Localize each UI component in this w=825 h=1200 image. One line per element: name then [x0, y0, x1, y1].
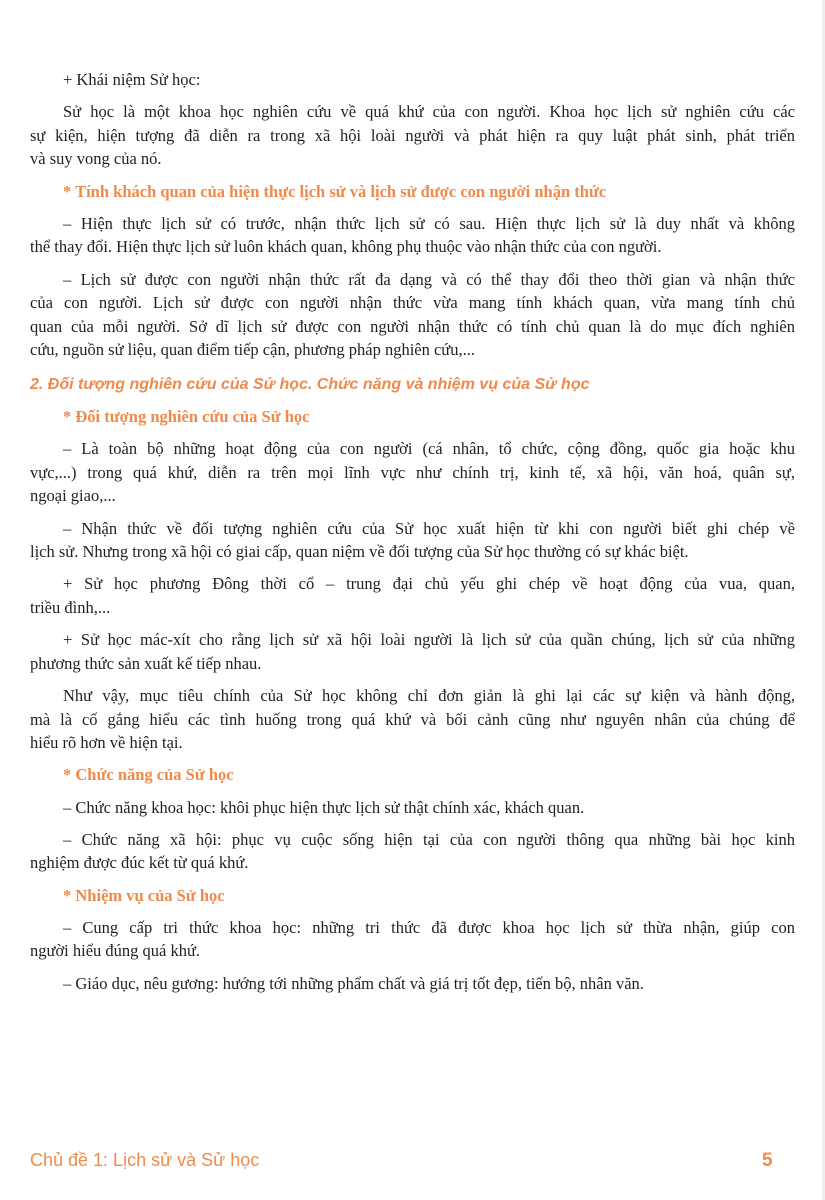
paragraph	[30, 684, 795, 755]
text-line: + Sử học mác-xít cho rằng lịch sử xã hội loài người là lịch sử của quần chúng, lịch sử của những	[63, 630, 795, 650]
text-line: mà là cố gắng hiểu các tình huống trong quá khứ và bối cảnh cũng như nguyên nhân của chúng để	[30, 709, 795, 729]
text-line: – Giáo dục, nêu gương: hướng tới những phẩm chất và giá trị tốt đẹp, tiến bộ, nhân văn.	[63, 973, 644, 993]
page-number: 5	[762, 1150, 773, 1171]
text-line: ngoại giao,...	[30, 486, 116, 506]
paragraph	[30, 212, 795, 259]
paragraph	[30, 628, 795, 675]
text-line: triều đình,...	[30, 598, 111, 618]
paragraph	[30, 517, 795, 564]
paragraph	[30, 100, 795, 171]
text-line: – Nhận thức về đối tượng nghiên cứu của Sử học xuất hiện từ khi con người biết ghi chép về	[63, 518, 795, 538]
text-line: – Cung cấp tri thức khoa học: những tri thức đã được khoa học lịch sử thừa nhận, giúp con	[63, 917, 795, 937]
text-line: 2. Đối tượng nghiên cứu của Sử học. Chức năng và nhiệm vụ của Sử học	[30, 375, 590, 393]
paragraph	[30, 916, 795, 963]
text-line: hiểu rõ hơn về hiện tại.	[30, 733, 183, 753]
text-line: * Tính khách quan của hiện thực lịch sử và lịch sử được con người nhận thức	[63, 181, 607, 201]
subheading	[30, 405, 795, 429]
text-line: * Đối tượng nghiên cứu của Sử học	[63, 407, 310, 427]
text-line: – Chức năng khoa học: khôi phục hiện thực lịch sử thật chính xác, khách quan.	[63, 797, 585, 817]
text-line: của con người. Lịch sử được con người nhận thức vừa mang tính khách quan, vừa mang tính chủ	[30, 293, 795, 313]
footer-chapter-title: Chủ đề 1: Lịch sử và Sử học	[30, 1150, 260, 1170]
text-line: và suy vong của nó.	[30, 149, 162, 169]
paragraph	[30, 972, 795, 996]
page-body	[30, 68, 795, 995]
text-line: – Hiện thực lịch sử có trước, nhận thức lịch sử có sau. Hiện thực lịch sử là duy nhất và không	[63, 213, 795, 233]
text-line: thể thay đổi. Hiện thực lịch sử luôn khách quan, không phụ thuộc vào nhận thức của con người.	[30, 237, 662, 257]
subheading	[30, 180, 795, 204]
text-line: người hiểu đúng quá khứ.	[30, 941, 201, 961]
text-line: + Khái niệm Sử học:	[63, 70, 201, 89]
text-line: – Là toàn bộ những hoạt động của con người (cá nhân, tổ chức, cộng đồng, quốc gia hoặc khu	[63, 439, 795, 459]
text-line: quan của mỗi người. Sở dĩ lịch sử được con người nhận thức có tính chủ quan là do mục đích nghiên	[30, 316, 795, 336]
paragraph	[30, 268, 795, 362]
text-line: cứu, nguồn sử liệu, quan điểm tiếp cận, phương pháp nghiên cứu,...	[30, 340, 475, 360]
paragraph	[30, 572, 795, 619]
text-line: nghiệm được đúc kết từ quá khứ.	[30, 853, 249, 873]
paragraph	[30, 437, 795, 508]
subheading	[30, 884, 795, 908]
text-line: – Chức năng xã hội: phục vụ cuộc sống hiện tại của con người thông qua những bài học kinh	[63, 829, 795, 849]
text-line: sự kiện, hiện tượng đã diễn ra trong xã hội loài người và phát hiện ra quy luật phát sinh, phát triển	[30, 125, 795, 145]
text-line: + Sử học phương Đông thời cổ – trung đại chủ yếu ghi chép về hoạt động của vua, quan,	[63, 574, 795, 594]
text-line: Sử học là một khoa học nghiên cứu về quá khứ của con người. Khoa học lịch sử nghiên cứu các	[63, 102, 795, 122]
paragraph	[30, 828, 795, 875]
subheading	[30, 763, 795, 787]
text-line: phương thức sản xuất kế tiếp nhau.	[30, 653, 262, 673]
text-line: * Chức năng của Sử học	[63, 765, 234, 785]
paragraph	[30, 796, 795, 820]
text-line: * Nhiệm vụ của Sử học	[63, 885, 225, 905]
text-line: lịch sử. Nhưng trong xã hội có giai cấp, quan niệm về đối tượng của Sử học thường có sự khác biệt.	[30, 542, 689, 562]
paragraph	[30, 68, 795, 92]
text-line: – Lịch sử được con người nhận thức rất đa dạng và có thể thay đổi theo thời gian và nhận thức	[63, 269, 795, 289]
text-line: vực,...) trong quá khứ, diễn ra trên mọi lĩnh vực như chính trị, kinh tế, xã hội, văn hoá, quân sự,	[30, 462, 795, 482]
section-heading	[30, 373, 795, 397]
text-line: Như vậy, mục tiêu chính của Sử học không chỉ đơn giản là ghi lại các sự kiện và hành động,	[63, 686, 795, 705]
